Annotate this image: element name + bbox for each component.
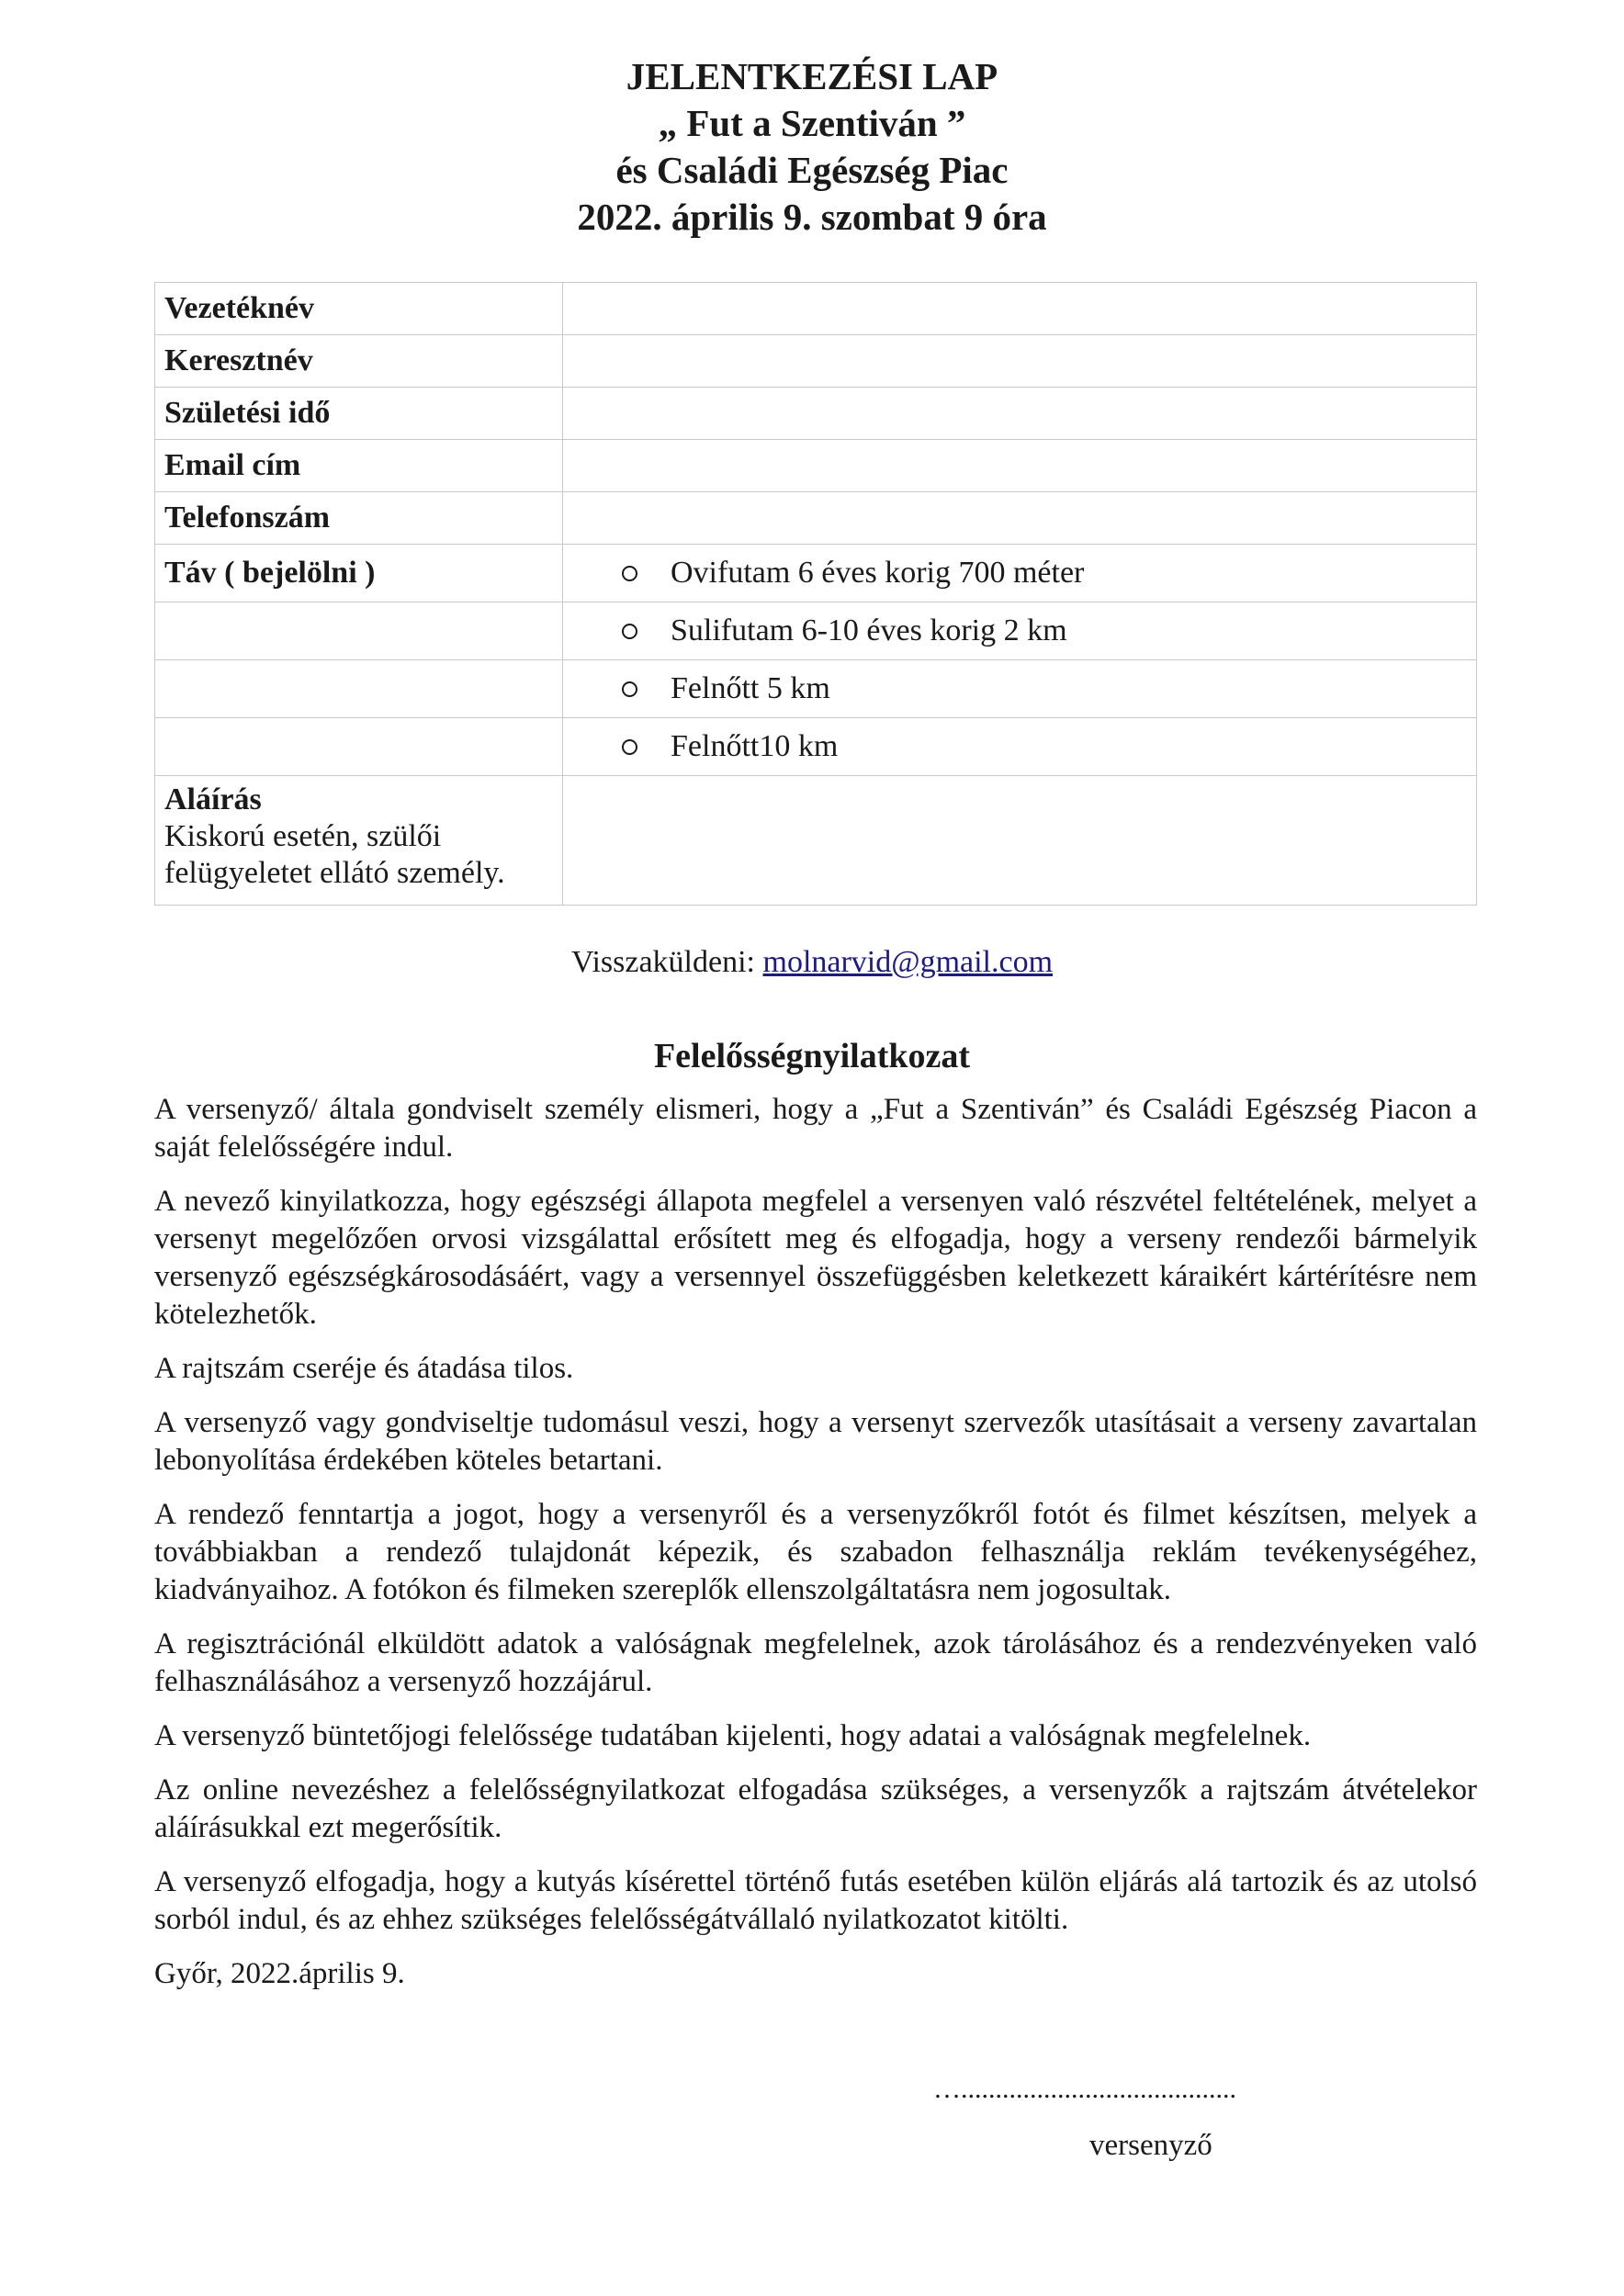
registration-table (154, 282, 1477, 906)
signature-field[interactable] (563, 776, 1477, 906)
table-row (155, 440, 1477, 492)
last-name-label: Vezetéknév (155, 283, 563, 335)
first-name-label: Keresztnév (155, 335, 563, 388)
declaration-body (154, 1091, 1477, 2009)
return-email-link[interactable]: molnarvid@gmail.com (762, 945, 1054, 979)
document-header (0, 53, 1624, 241)
place-date: Győr, 2022.április 9. (154, 1957, 405, 1990)
phone-field[interactable] (563, 492, 1477, 545)
empty-label-cell (155, 660, 563, 718)
declaration-paragraph: A rendező fenntartja a jogot, hogy a versenyről és a versenyzőkről fotót és filmet készítsen, melyek a továbbiakban a rendező tulajdonát képezik, és szabadon felhasználja reklám tevékenységéhez, kiadványaihoz. A fotókon és filmeken szereplők ellenszolgáltatásra nem jogosultak. (154, 1498, 1477, 1606)
distance-option-0[interactable] (563, 545, 1477, 602)
radio-circle-icon[interactable] (622, 624, 637, 639)
declaration-title: Felelősségnyilatkozat (653, 1037, 971, 1075)
signature-label: Aláírás (164, 782, 262, 816)
distance-option-label: Felnőtt 5 km (671, 671, 830, 705)
table-row (155, 660, 1477, 718)
signature-label-cell (155, 776, 563, 906)
declaration-paragraph: A rajtszám cseréje és átadása tilos. (154, 1352, 574, 1385)
phone-label: Telefonszám (155, 492, 563, 545)
return-address (0, 945, 1624, 980)
email-label: Email cím (155, 440, 563, 492)
radio-circle-icon[interactable] (622, 566, 637, 581)
signature-line: …........................................ (933, 2074, 1236, 2104)
declaration-paragraph: A nevező kinyilatkozza, hogy egészségi állapota megfelel a versenyen való részvétel feltételének, melyet a versenyt megelőzően orvosi vizsgálattal erősített meg és elfogadja, hogy a verseny rendezői bármelyik versenyző egészségkárosodásáért, vagy a versennyel összefüggésben keletkezett káraikért kártérítésre nem kötelezhetők. (154, 1185, 1477, 1331)
table-row (155, 776, 1477, 906)
form-title: JELENTKEZÉSI LAP (626, 55, 998, 97)
birth-date-label: Születési idő (155, 388, 563, 440)
distance-option-label: Sulifutam 6-10 éves korig 2 km (671, 613, 1067, 647)
distance-option-3[interactable] (563, 718, 1477, 776)
email-field[interactable] (563, 440, 1477, 492)
event-subtitle: és Családi Egészség Piac (615, 149, 1009, 191)
declaration-paragraph: A versenyző vagy gondviseltje tudomásul veszi, hogy a versenyt szervezők utasításait a verseny zavartalan lebonyolítása érdekében köteles betartani. (154, 1406, 1477, 1477)
table-row (155, 602, 1477, 660)
declaration-paragraph: Az online nevezéshez a felelősségnyilatkozat elfogadása szükséges, a versenyzők a rajtszám átvételekor aláírásukkal ezt megerősítik. (154, 1773, 1477, 1844)
signature-note: Kiskorú esetén, szülői (164, 819, 442, 853)
distance-label: Táv ( bejelölni ) (155, 545, 563, 602)
table-row (155, 283, 1477, 335)
table-row (155, 335, 1477, 388)
empty-label-cell (155, 602, 563, 660)
declaration-paragraph: A versenyző/ általa gondviselt személy elismeri, hogy a „Fut a Szentiván” és Családi Egészség Piacon a saját felelősségére indul. (154, 1093, 1477, 1164)
empty-label-cell (155, 718, 563, 776)
table-row (155, 492, 1477, 545)
table-row (155, 718, 1477, 776)
radio-circle-icon[interactable] (622, 739, 637, 755)
table-row (155, 388, 1477, 440)
declaration-paragraph: A versenyző büntetőjogi felelőssége tudatában kijelenti, hogy adatai a valóságnak megfelelnek. (154, 1719, 1312, 1752)
declaration-paragraph: A versenyző elfogadja, hogy a kutyás kísérettel történő futás esetében külön eljárás alá tartozik és az utolsó sorból indul, és az ehhez szükséges felelősségátvállaló nyilatkozatot kitölti. (154, 1865, 1477, 1936)
distance-option-1[interactable] (563, 602, 1477, 660)
return-label: Visszaküldeni: (570, 945, 763, 979)
distance-option-2[interactable] (563, 660, 1477, 718)
first-name-field[interactable] (563, 335, 1477, 388)
distance-option-label: Ovifutam 6 éves korig 700 méter (671, 556, 1085, 590)
distance-option-label: Felnőtt10 km (671, 729, 839, 763)
declaration-paragraph: A regisztrációnál elküldött adatok a valóságnak megfelelnek, azok tárolásához és a rendezvényeken való felhasználásához a versenyző hozzájárul. (154, 1627, 1477, 1698)
signature-note: felügyeletet ellátó személy. (164, 856, 505, 890)
birth-date-field[interactable] (563, 388, 1477, 440)
event-name: „ Fut a Szentiván ” (658, 102, 966, 144)
radio-circle-icon[interactable] (622, 681, 637, 697)
signature-role: versenyző (1089, 2129, 1212, 2162)
last-name-field[interactable] (563, 283, 1477, 335)
table-row (155, 545, 1477, 602)
event-date: 2022. április 9. szombat 9 óra (577, 196, 1047, 238)
